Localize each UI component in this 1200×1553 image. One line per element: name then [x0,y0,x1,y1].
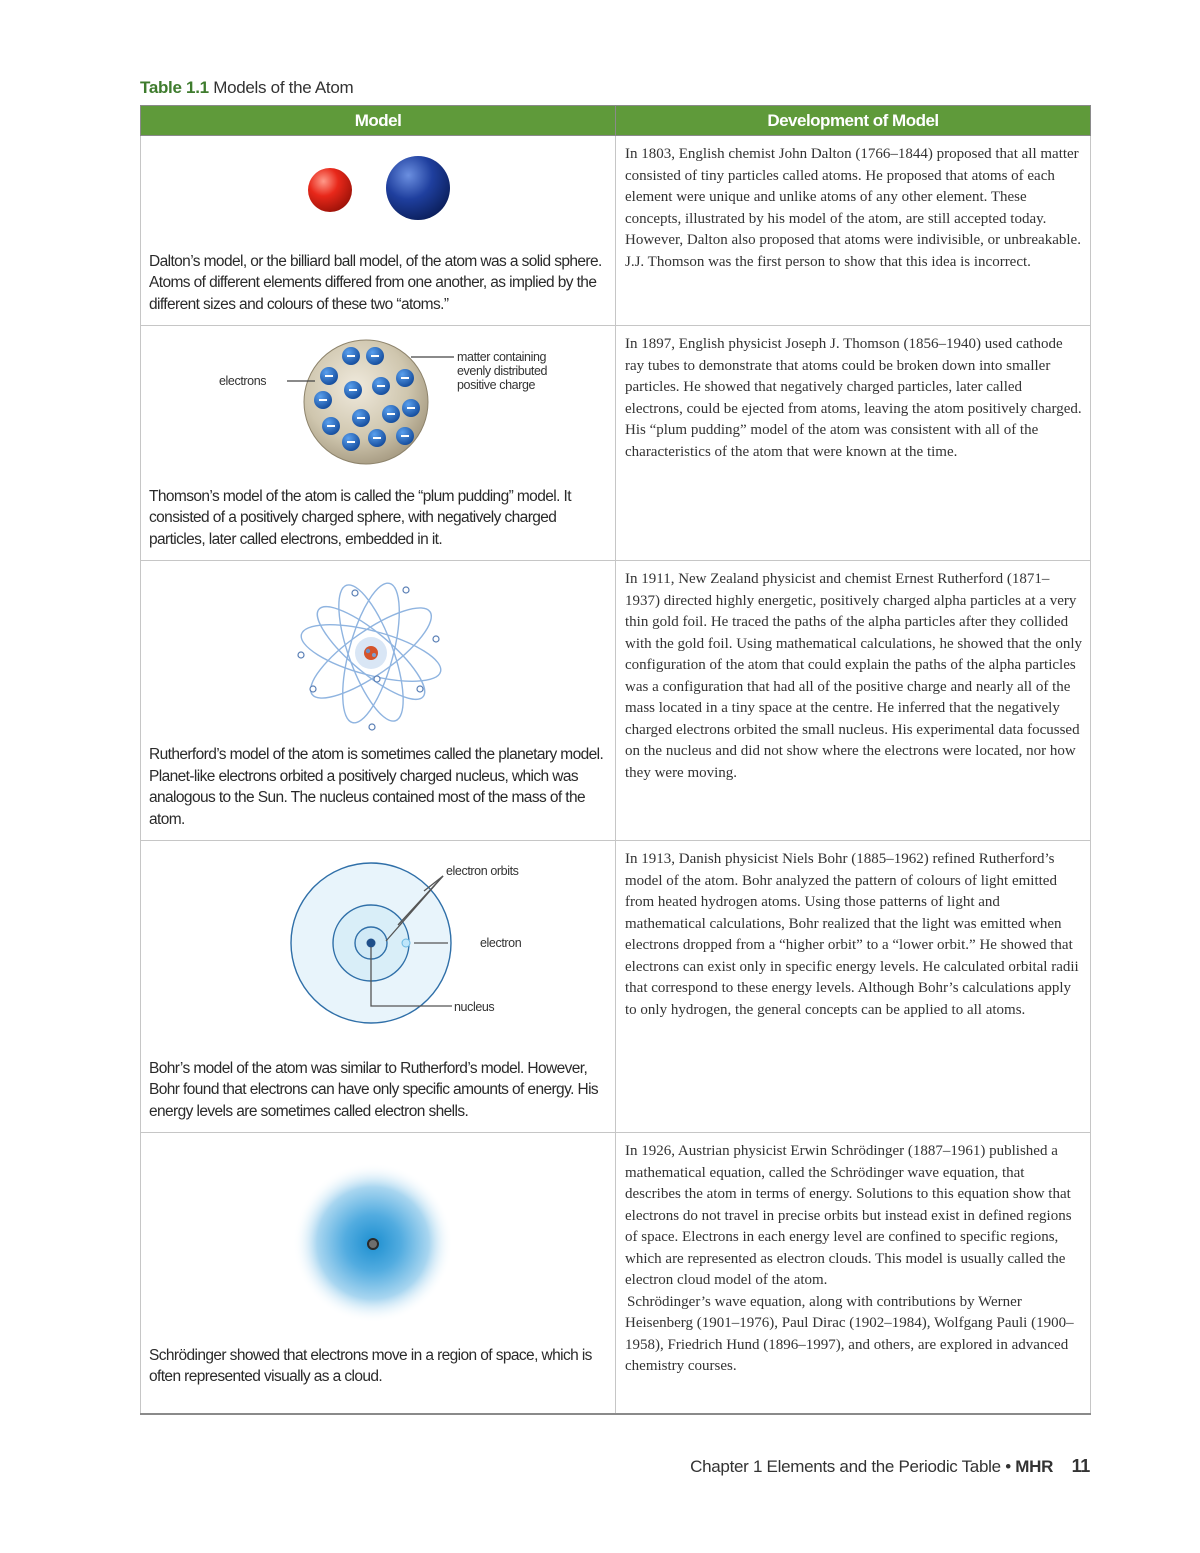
schrodinger-model-cell [141,1133,616,1414]
development-column-header: Development of Model [616,106,1091,136]
bohr-caption: Bohr’s model of the atom was similar to Rutherford’s model. However, Bohr found that electrons can have only specific amounts of energy. His energy levels are sometimes called electron shells. [149,1059,599,1120]
footer-chapter-title: Elements and the Periodic Table [766,1457,1001,1476]
thomson-figure [211,334,591,479]
footer-publisher: MHR [1015,1457,1054,1476]
dalton-caption: Dalton’s model, or the billiard ball model, of the atom was a solid sphere. Atoms of different elements differed from one another, as implied by the different sizes and colours of these two “atoms.” [149,252,602,313]
dalton-large-atom-icon [386,156,450,220]
table-title [140,78,353,98]
bohr-model-cell [141,841,616,1133]
model-column-header: Model [141,106,616,136]
dalton-small-atom-icon [308,168,352,212]
thomson-electrons-label: electrons [219,374,267,388]
footer-separator: • [1005,1457,1011,1476]
bohr-figure [286,853,566,1023]
schrodinger-development-cell [616,1133,1091,1414]
bohr-electron-label: electron [480,936,522,950]
schrodinger-caption: Schrödinger showed that electrons move in a region of space, which is often represented visually as a cloud. [149,1346,592,1385]
bohr-nucleus-icon [367,939,376,948]
thomson-caption: Thomson’s model of the atom is called the “plum pudding” model. It consisted of a positively charged sphere, with negatively charged particles, later called electrons, embedded in it. [149,487,571,548]
nucleus-icon [364,646,378,660]
page-footer [690,1456,1090,1477]
bohr-development-cell [616,841,1091,1133]
schrodinger-paragraph-2: Schrödinger’s wave equation, along with contributions by Werner Heisenberg (1901–1976), Paul Dirac (1902–1984), Wolfgang Pauli (1900–1958), Friedrich Hund (1896–1997), and others, are explored in advanced chemistry courses. [625,1293,1074,1374]
bohr-orbits-label: electron orbits [446,864,519,878]
rutherford-caption: Rutherford’s model of the atom is sometimes called the planetary model. Planet-like electrons orbited a positively charged nucleus, which was analogous to the Sun. The nucleus contained most of the mass of the atom. [149,746,604,828]
thomson-matter-label-line3: positive charge [457,378,536,392]
rutherford-development-cell [616,561,1091,841]
table-row-rutherford [141,561,1091,841]
rutherford-paragraph: In 1911, New Zealand physicist and chemist Ernest Rutherford (1871–1937) directed highly energetic, positively charged alpha particles at a very thin gold foil. He traced the paths of the alpha particles after they collided with the gold foil. Using mathematical calculations, he showed that the only configuration of the atom that could explain the paths of the alpha particles was a configuration that had all of the positive charge and nearly all of the mass located in a tiny space at the centre. He inferred that the negatively charged electrons orbited the small nucleus. His experimental data focussed on the nucleus and did not show where the electrons were located, nor how they were moving. [625,571,1082,781]
table-header-row [141,106,1091,136]
footer-chapter: Chapter 1 [690,1457,763,1476]
bohr-paragraph: In 1913, Danish physicist Niels Bohr (1885–1962) refined Rutherford’s model of the atom. Bohr analyzed the pattern of colours of light emitted from heated hydrogen atoms. Using those patterns of light and mathematical calculations, Bohr realized that the light was emitted when electrons dropped from a “higher orbit” to a “lower orbit.” He showed that electrons can exist only in specific energy levels. He calculated orbital radii that correspond to these energy levels. Although Bohr’s calculations apply to only hydrogen, the general concepts can be applied to all atoms. [625,851,1079,1018]
dalton-paragraph: In 1803, English chemist John Dalton (1766–1844) proposed that all matter consisted of tiny particles called atoms. He proposed that atoms of each element were unique and unlike atoms of any other element. These concepts, illustrated by his model of the atom, are still accepted today. However, Dalton also proposed that atoms were indivisible, or unbreakable. J.J. Thomson was the first person to show that this idea is incorrect. [625,146,1081,270]
thomson-development-cell [616,326,1091,561]
table-title-text: Models of the Atom [213,78,354,97]
rutherford-model-cell [141,561,616,841]
schrodinger-figure [293,1163,453,1323]
schrodinger-paragraph-1: In 1926, Austrian physicist Erwin Schrödinger (1887–1961) published a mathematical equation, called the Schrödinger wave equation, that describes the atom in terms of energy. Solutions to this equation show that electrons do not travel in precise orbits but instead exist in defined regions of space. Electrons in each energy level are confined to specific regions, which are represented as electron clouds. This model is usually called the electron cloud model of the atom. [625,1143,1072,1288]
schrodinger-nucleus-icon [368,1239,378,1249]
models-of-atom-table [140,105,1091,1415]
table-row-schrodinger [141,1133,1091,1414]
table-row-bohr [141,841,1091,1133]
table-row-dalton [141,136,1091,326]
table-label: Table 1.1 [140,78,209,97]
dalton-development-cell [616,136,1091,326]
dalton-model-cell [141,136,616,326]
page-number: 11 [1071,1456,1090,1476]
thomson-matter-label-line1: matter containing [457,350,547,364]
thomson-paragraph: In 1897, English physicist Joseph J. Thomson (1856–1940) used cathode ray tubes to demonstrate that atoms could be broken down into smaller particles. He showed that negatively charged particles, later called electrons, could be ejected from atoms, leaving the atom positively charged. His “plum pudding” model of the atom was consistent with all of the characteristics of the atom that were known at the time. [625,336,1082,460]
thomson-model-cell [141,326,616,561]
bohr-electron-icon [402,939,410,947]
rutherford-figure [291,579,451,729]
table-row-thomson [141,326,1091,561]
bohr-nucleus-label: nucleus [454,1000,495,1014]
thomson-matter-label-line2: evenly distributed [457,364,548,378]
dalton-figure [306,154,456,224]
